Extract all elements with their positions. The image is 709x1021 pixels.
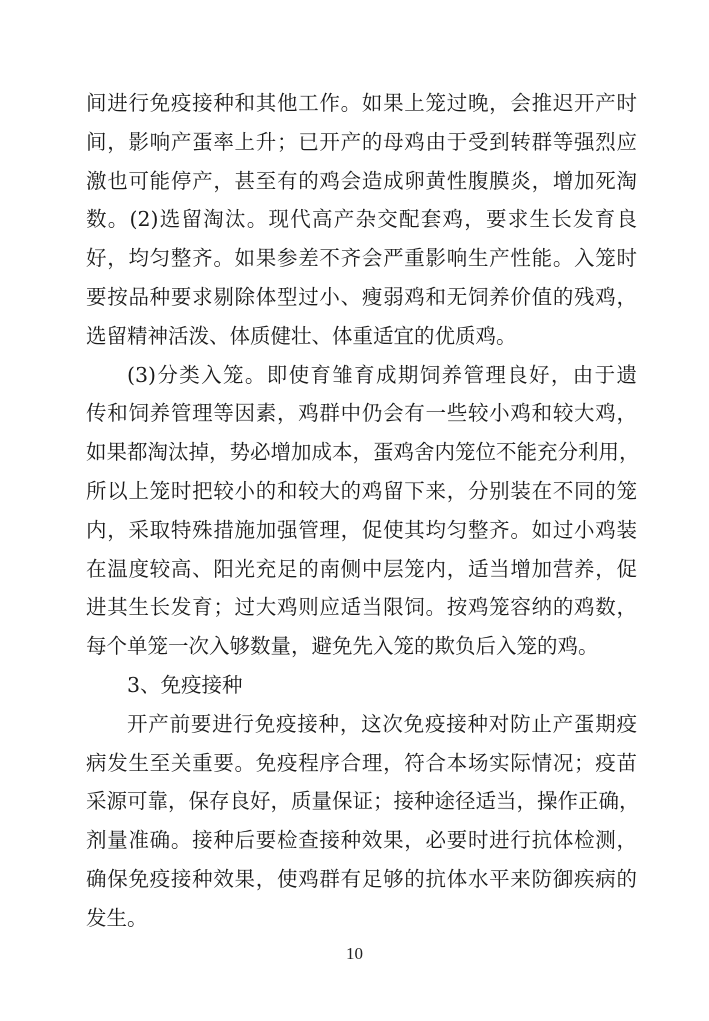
text-line: 病发生至关重要。免疫程序合理，符合本场实际情况；疫苗 bbox=[86, 750, 637, 775]
text-line: 如果都淘汰掉，势必增加成本，蛋鸡舍内笼位不能充分利用， bbox=[86, 440, 640, 465]
text-line: 间进行免疫接种和其他工作。如果上笼过晚，会推迟开产时 bbox=[86, 91, 637, 115]
text-line: 发生。 bbox=[86, 905, 148, 930]
text-line: 进其生长发育；过大鸡则应适当限饲。按鸡笼容纳的鸡数， bbox=[86, 595, 637, 620]
text-line: 要按品种要求剔除体型过小、瘦弱鸡和无饲养价值的残鸡， bbox=[86, 284, 637, 309]
text-line: 确保免疫接种效果，使鸡群有足够的抗体水平来防御疾病的 bbox=[86, 866, 637, 891]
text-line: 采源可靠，保存良好，质量保证；接种途径适当，操作正确， bbox=[86, 789, 640, 814]
text-line: 内，采取特殊措施加强管理，促使其均匀整齐。如过小鸡装 bbox=[86, 517, 637, 542]
text-line: 间，影响产蛋率上升；已开产的母鸡由于受到转群等强烈应 bbox=[86, 129, 637, 154]
text-line: 传和饲养管理等因素，鸡群中仍会有一些较小鸡和较大鸡， bbox=[86, 401, 637, 426]
page-number: 10 bbox=[346, 944, 363, 963]
text-line: 好，均匀整齐。如果参差不齐会严重影响生产性能。入笼时 bbox=[86, 246, 637, 271]
section-heading: 3、免疫接种 bbox=[127, 672, 243, 697]
text-line: 剂量准确。接种后要检查接种效果，必要时进行抗体检测， bbox=[86, 828, 637, 853]
text-line: 选留精神活泼、体质健壮、体重适宜的优质鸡。 bbox=[86, 323, 517, 348]
text-line: 所以上笼时把较小的和较大的鸡留下来，分别装在不同的笼 bbox=[86, 478, 637, 503]
text-line: 在温度较高、阳光充足的南侧中层笼内，适当增加营养，促 bbox=[86, 556, 637, 581]
text-line: 数。(2)选留淘汰。现代高产杂交配套鸡，要求生长发育良 bbox=[86, 207, 637, 232]
text-line: 开产前要进行免疫接种，这次免疫接种对防止产蛋期疫 bbox=[127, 711, 637, 736]
text-line: 激也可能停产，甚至有的鸡会造成卵黄性腹膜炎，增加死淘 bbox=[86, 168, 637, 193]
text-line: 每个单笼一次入够数量，避免先入笼的欺负后入笼的鸡。 bbox=[86, 634, 599, 659]
text-line: (3)分类入笼。即使育雏育成期饲养管理良好，由于遗 bbox=[127, 362, 637, 387]
document-body bbox=[86, 84, 640, 938]
